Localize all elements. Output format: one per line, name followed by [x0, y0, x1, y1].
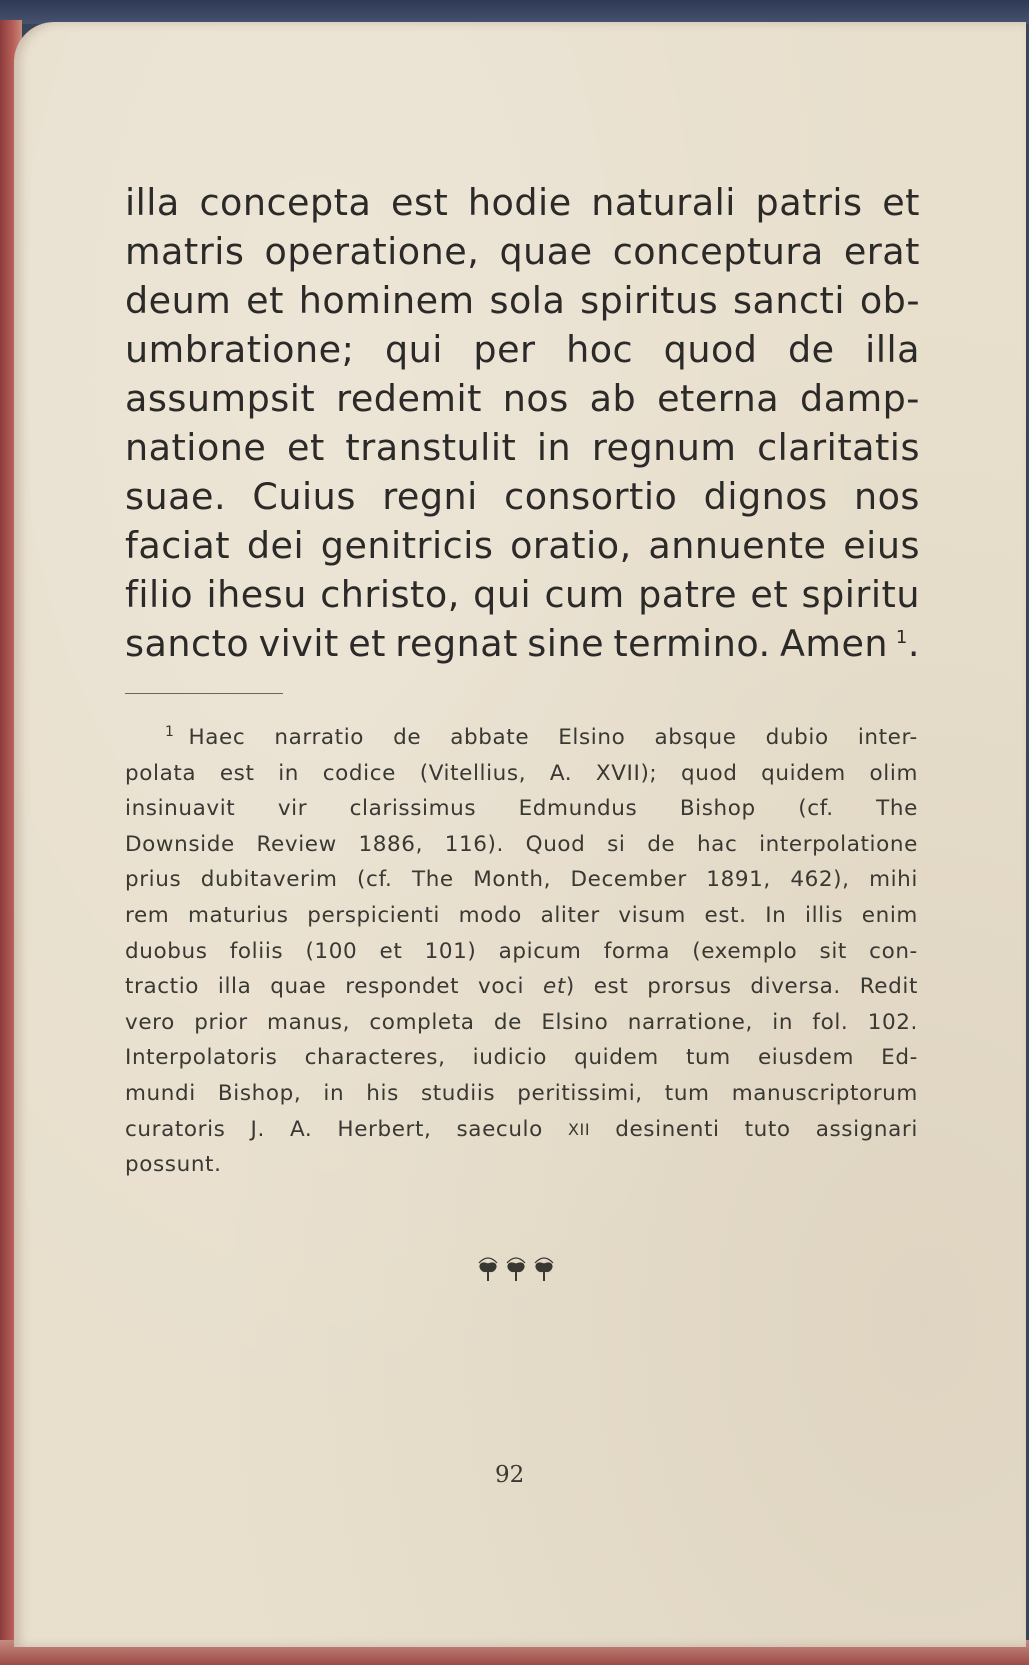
text-line: [125, 374, 920, 423]
footnote-line: [125, 898, 918, 934]
word: sola: [489, 279, 566, 322]
word: hac: [696, 831, 738, 857]
footnote-reference: 1: [895, 626, 908, 648]
text-line: [125, 472, 920, 521]
word: umbratione;: [125, 328, 355, 371]
word: concepta: [199, 181, 372, 224]
word: et: [750, 573, 789, 616]
word: possunt.: [125, 1152, 222, 1178]
word: sit: [819, 938, 847, 964]
word: et: [348, 622, 386, 665]
word: deum: [125, 279, 232, 322]
word: regni: [382, 475, 478, 518]
word: qui: [473, 573, 532, 616]
word: quae: [499, 230, 593, 273]
footnote-line: [125, 720, 918, 756]
word: codice: [322, 760, 396, 786]
last-word-group: [780, 619, 920, 668]
word: his: [366, 1080, 399, 1106]
footnote-line: [125, 827, 918, 863]
word: dei: [246, 524, 305, 567]
word: voci: [478, 974, 525, 1000]
word: tum: [685, 1045, 731, 1071]
word: (100: [305, 938, 358, 964]
text-line: [125, 227, 920, 276]
footnote-line: [125, 1112, 918, 1148]
footnote-line: [125, 1005, 918, 1041]
word: et: [379, 938, 403, 964]
word: 101): [424, 938, 477, 964]
word: Ed-: [881, 1045, 918, 1071]
word: (cf.: [357, 867, 393, 893]
word: olim: [869, 760, 918, 786]
word: A.: [549, 760, 573, 786]
final-period: .: [907, 622, 920, 665]
word: dignos: [703, 475, 828, 518]
word: interpolatione: [759, 831, 918, 857]
word: vir: [277, 796, 308, 822]
word: 1886,: [358, 831, 424, 857]
word: et: [246, 279, 284, 322]
word: dubio: [765, 725, 829, 750]
word: et: [882, 181, 920, 224]
word: forma: [603, 938, 670, 964]
footnote-line: [125, 791, 918, 827]
word: A.: [289, 1116, 313, 1142]
word: perspicienti: [307, 902, 441, 928]
word: cum: [544, 573, 625, 616]
word: in: [323, 1080, 345, 1106]
word: December: [570, 867, 687, 893]
main-text: [125, 178, 920, 668]
word: faciat: [125, 524, 231, 567]
word: Elsino: [558, 725, 626, 750]
word: illa: [865, 328, 920, 371]
word: et: [287, 426, 325, 469]
word: 102.: [867, 1009, 918, 1035]
word: eiusdem: [757, 1045, 854, 1071]
word: XVII);: [595, 760, 658, 786]
word: in: [536, 426, 572, 469]
word: oratio,: [510, 524, 632, 567]
word: transtulit: [345, 426, 517, 469]
footnote-first-word-group: [125, 720, 245, 756]
word: characteres,: [304, 1045, 446, 1071]
word: (cf.: [798, 796, 834, 822]
footnote-line: [125, 756, 918, 792]
word: consortio: [504, 475, 678, 518]
word: est.: [704, 902, 747, 928]
word: curatoris: [125, 1116, 226, 1142]
footnote-line: [125, 969, 918, 1005]
word: J.: [250, 1116, 265, 1142]
footnote-rule: [125, 693, 283, 694]
word: sine: [527, 622, 605, 665]
italic-word: et: [543, 974, 566, 1000]
word: inter-: [857, 725, 918, 750]
word: (exemplo: [692, 938, 798, 964]
word: annuente: [648, 524, 827, 567]
word: nos: [853, 475, 920, 518]
word: eius: [843, 524, 920, 567]
word: hominem: [298, 279, 475, 322]
word: prius: [125, 867, 182, 893]
word: est: [219, 760, 255, 786]
page-number: 92: [495, 1462, 525, 1488]
word: Herbert,: [337, 1116, 432, 1142]
word: spiritu: [801, 573, 920, 616]
word: visum: [618, 902, 686, 928]
word: diversa.: [750, 974, 841, 1000]
word: et): [543, 974, 575, 1000]
word: matris: [125, 230, 245, 273]
word: aliter: [540, 902, 600, 928]
word: quod: [663, 328, 758, 371]
word: si: [607, 831, 626, 857]
word: qui: [384, 328, 443, 371]
word: polata: [125, 760, 197, 786]
word: desinenti: [615, 1116, 720, 1142]
word: In: [765, 902, 787, 928]
word: natione: [125, 426, 267, 469]
word: tractio: [125, 974, 200, 1000]
text-line: [125, 521, 920, 570]
word: rem: [125, 902, 170, 928]
word: manus,: [267, 1009, 351, 1035]
word: duobus: [125, 938, 208, 964]
word: Bishop: [679, 796, 756, 822]
word: claritatis: [757, 426, 920, 469]
word: conceptura: [612, 230, 824, 273]
text-line: [125, 423, 920, 472]
word: fol.: [812, 1009, 849, 1035]
word: quod: [680, 760, 738, 786]
word: Interpolatoris: [125, 1045, 278, 1071]
word: Haec: [188, 725, 246, 750]
word: ihesu: [206, 573, 307, 616]
word: The: [876, 796, 918, 822]
word: iudicio: [472, 1045, 548, 1071]
word: 1891,: [706, 867, 771, 893]
word: 116).: [444, 831, 504, 857]
word: hoc: [566, 328, 634, 371]
word: patre: [638, 573, 738, 616]
word: regnat: [395, 622, 518, 665]
word: mihi: [869, 867, 918, 893]
word: est: [593, 974, 629, 1000]
word: erat: [843, 230, 920, 273]
word: vero: [125, 1009, 175, 1035]
word: assignari: [815, 1116, 918, 1142]
word: de: [493, 1009, 522, 1035]
word: foliis: [229, 938, 284, 964]
footnote-line: [125, 862, 918, 898]
word: redemit: [336, 377, 482, 420]
word: Review: [256, 831, 337, 857]
word: quidem: [761, 760, 846, 786]
footnote-line: [125, 934, 918, 970]
word: assumpsit: [125, 377, 316, 420]
word: in: [278, 760, 300, 786]
word: studiis: [420, 1080, 496, 1106]
word: genitricis: [320, 524, 494, 567]
word: mundi: [125, 1080, 196, 1106]
word: XII: [567, 1119, 591, 1139]
word: respondet: [345, 974, 460, 1000]
book-cover-top: [0, 0, 1029, 24]
word: manuscriptorum: [731, 1080, 918, 1106]
word: quidem: [574, 1045, 659, 1071]
word: enim: [861, 902, 918, 928]
footnote: [125, 720, 918, 1183]
word: vivit: [258, 622, 339, 665]
footnote-line: [125, 1076, 918, 1112]
word: de: [647, 831, 676, 857]
word: per: [473, 328, 536, 371]
word: absque: [654, 725, 737, 750]
word: completa: [369, 1009, 475, 1035]
word: Month,: [473, 867, 552, 893]
text-line: [125, 276, 920, 325]
word: sancti: [732, 279, 845, 322]
word: abbate: [450, 725, 530, 750]
word: spiritus: [580, 279, 719, 322]
word: narratio: [274, 725, 365, 750]
word: apicum: [498, 938, 582, 964]
word: modo: [458, 902, 522, 928]
word: The: [411, 867, 454, 893]
text-line: [125, 619, 920, 668]
word: quae: [270, 974, 327, 1000]
word: Redit: [859, 974, 918, 1000]
word: Cuius: [252, 475, 356, 518]
word: dubitaverim: [200, 867, 338, 893]
word: Downside: [125, 831, 235, 857]
word: patris: [755, 181, 863, 224]
word: con-: [869, 938, 918, 964]
word: hodie: [467, 181, 572, 224]
word: christo,: [320, 573, 460, 616]
word: est: [390, 181, 449, 224]
word: eterna: [657, 377, 780, 420]
word: operatione,: [264, 230, 480, 273]
word: regnum: [591, 426, 737, 469]
word: filio: [125, 573, 194, 616]
word: tum: [664, 1080, 710, 1106]
word: Amen: [779, 622, 889, 665]
word: Elsino: [541, 1009, 609, 1035]
word: illa: [125, 181, 180, 224]
word: de: [393, 725, 422, 750]
word: termino.: [613, 622, 771, 665]
word: maturius: [187, 902, 289, 928]
word: saeculo: [456, 1116, 543, 1142]
word: Edmundus: [518, 796, 638, 822]
word: in: [772, 1009, 794, 1035]
word: de: [788, 328, 835, 371]
word: nos: [502, 377, 569, 420]
word: insinuavit: [125, 796, 236, 822]
footnote-marker: 1: [165, 723, 175, 740]
word: tuto: [744, 1116, 791, 1142]
word: sancto: [125, 622, 250, 665]
word: damp-: [800, 377, 920, 420]
word: prorsus: [647, 974, 732, 1000]
word: illis: [805, 902, 844, 928]
word: ob-: [859, 279, 920, 322]
word: illa: [217, 974, 252, 1000]
word: naturali: [591, 181, 736, 224]
word: Quod: [525, 831, 586, 857]
word: narratione,: [627, 1009, 753, 1035]
word: 462),: [790, 867, 850, 893]
text-line: [125, 570, 920, 619]
word: prior: [194, 1009, 248, 1035]
word: Bishop,: [217, 1080, 302, 1106]
fleuron-ornament-icon: [476, 1255, 556, 1285]
text-line: [125, 178, 920, 227]
footnote-line: [125, 1147, 918, 1183]
word: peritissimi,: [517, 1080, 643, 1106]
text-line: [125, 325, 920, 374]
footnote-line: [125, 1040, 918, 1076]
word: clarissimus: [349, 796, 477, 822]
word: suae.: [125, 475, 227, 518]
word: (Vitellius,: [419, 760, 527, 786]
word: ab: [589, 377, 637, 420]
